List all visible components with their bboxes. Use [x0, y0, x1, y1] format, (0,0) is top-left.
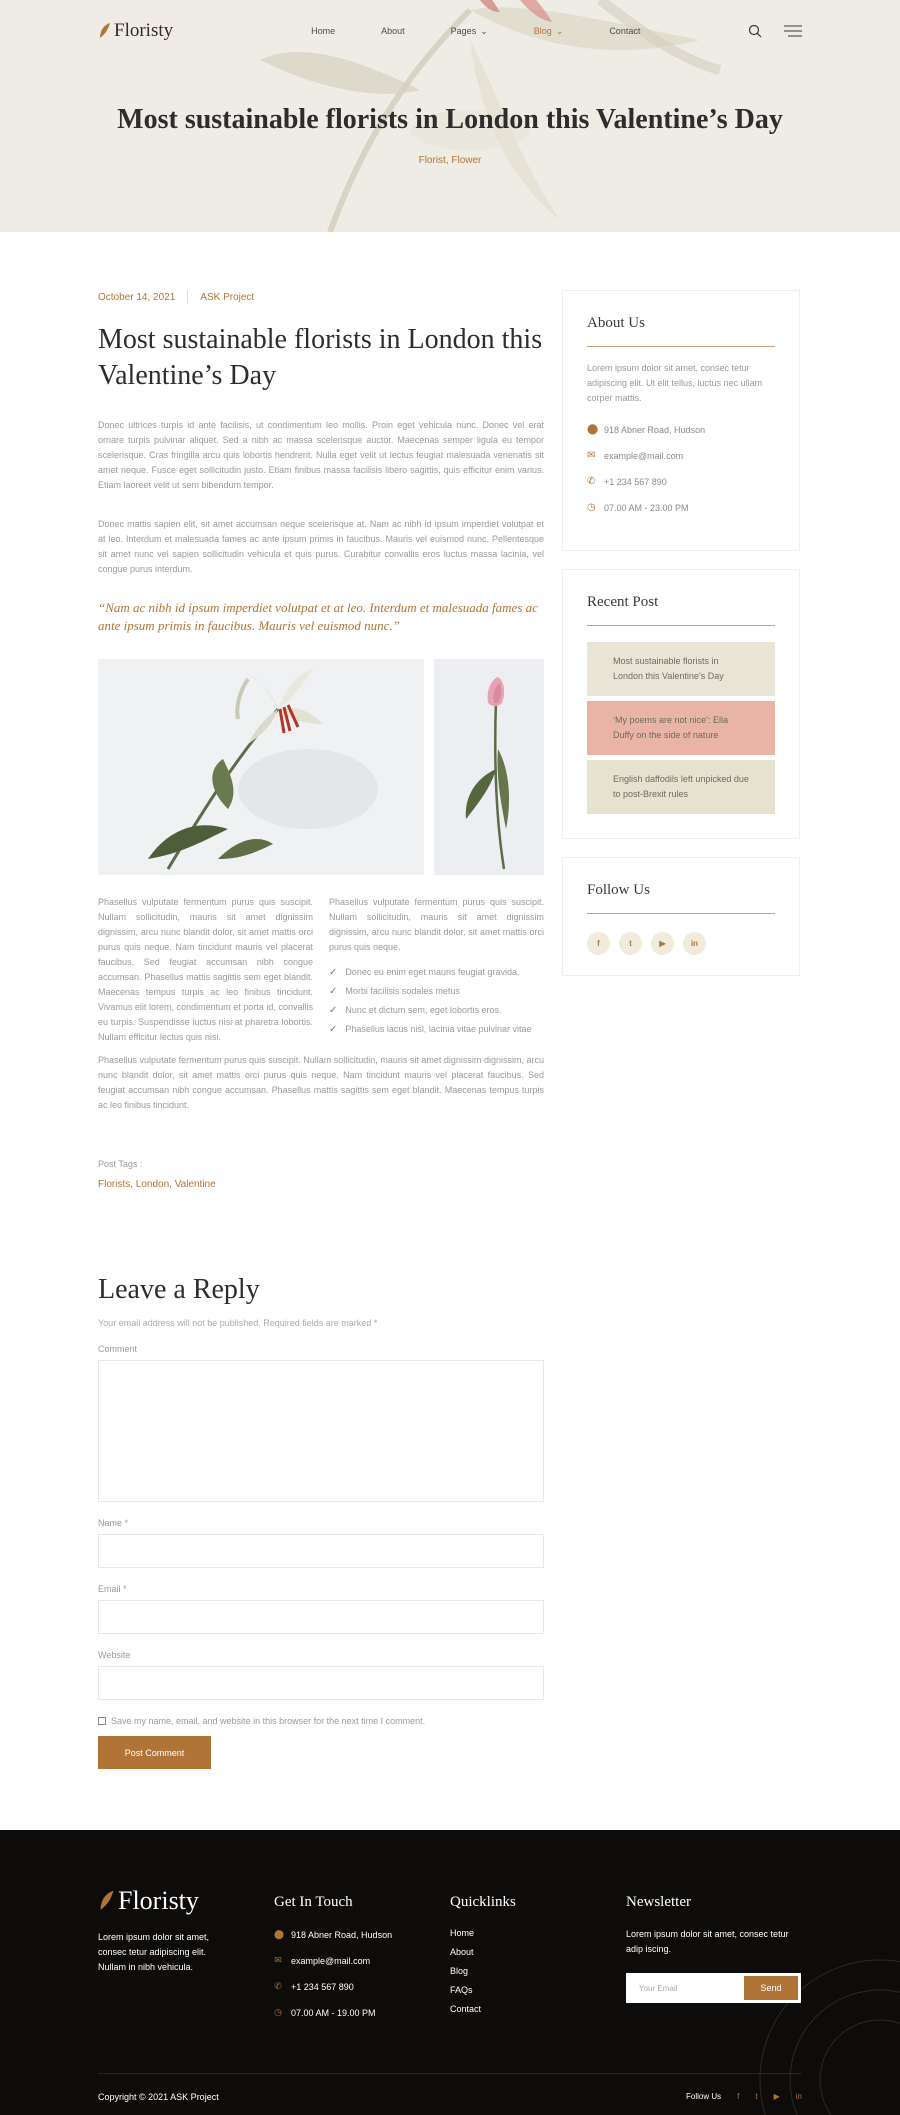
nav-item-home[interactable]	[311, 26, 335, 37]
comment-field[interactable]	[98, 1360, 544, 1502]
blog-post	[98, 290, 544, 1769]
hours-text: 07.00 AM - 23.00 PM	[604, 502, 689, 513]
post-paragraph: Donec ultrices turpis id ante facilisis, ut condimentum leo mollis. Proin eget vehicula nunc. Donec vel erat ornare turpis pulvinar aliquet. Sed a nibh ac massa scelerisque auctor. Maecenas semper ligula eu tempor scelerisque. Cras fringilla arcu quis lobortis hendrerit. Nulla eget velit ut lectus feugiat malesuada venenatis sit amet neque. Fusce eget sollicitudin justo. Etiam finibus massa facilisis libero sagittis, quis efficitur enim varius. Etiam laoreet velit ut sem bibendum tempor.	[98, 420, 544, 490]
chevron-down-icon: ⌄	[555, 25, 564, 36]
quicklinks-list	[450, 1928, 516, 2014]
footer-divider	[98, 2073, 802, 2074]
website-field[interactable]	[98, 1666, 544, 1700]
recent-post-title: Most sustainable florists in London this Valentine’s Day	[613, 656, 724, 681]
mail-icon: ✉	[587, 450, 596, 461]
nav-actions	[748, 24, 802, 38]
search-icon[interactable]	[748, 24, 762, 38]
footer-link-faqs[interactable]: FAQs	[450, 1985, 473, 1995]
main-content	[0, 232, 900, 1769]
widget-divider	[587, 346, 775, 347]
follow-title: Follow Us	[587, 882, 650, 898]
nav-item-blog[interactable]	[534, 26, 564, 37]
social-links	[587, 932, 775, 955]
column-right	[329, 895, 544, 1045]
nav-label: Home	[311, 26, 336, 36]
tulip-image	[434, 659, 544, 875]
post-meta	[98, 290, 544, 304]
footer-phone[interactable]	[274, 1981, 392, 1992]
newsletter-title: Newsletter	[626, 1894, 691, 1910]
check-icon: ✓	[329, 967, 338, 978]
list-item-text: Phasellus lacus nisl, lacinia vitae pulvinar vitae	[345, 1024, 532, 1034]
hero-subtitle[interactable]: Florist, Flower	[418, 155, 482, 166]
widget-divider	[587, 625, 775, 626]
footer-hours-text: 07.00 AM - 19.00 PM	[291, 2007, 376, 2018]
info-email[interactable]	[587, 450, 775, 461]
footer-newsletter	[626, 1886, 801, 2003]
hero-title: Most sustainable florists in London this Valentine’s Day	[117, 104, 783, 135]
comment-label: Comment	[98, 1344, 138, 1354]
save-info-row	[98, 1716, 544, 1726]
hero-banner	[0, 0, 900, 232]
footer-phone-text: +1 234 567 890	[291, 1981, 354, 1992]
logo-leaf-icon	[98, 1889, 116, 1913]
reply-note: Your email address will not be published. Required fields are marked *	[98, 1318, 378, 1328]
send-button[interactable]: Send	[744, 1976, 798, 2000]
list-item	[329, 1003, 544, 1018]
linkedin-icon[interactable]: in	[795, 2092, 802, 2101]
save-info-checkbox[interactable]	[98, 1717, 106, 1725]
footer-brand	[98, 1886, 228, 1975]
footer-link-blog[interactable]: Blog	[450, 1966, 469, 1976]
post-paragraph: Phasellus vulputate fermentum purus quis suscipit. Nullam sollicitudin, mauris sit amet dignissim dignissim, arcu nunc blandit dolor, sit amet mattis orci purus quis neque. Nam tincidunt mauris vel placerat faucibus. Sed feugiat accumsan nibh congue accumsan. Phasellus mattis sagittis sem eget blandit. Maecenas tempus turpis ac leo finibus tincidunt.	[98, 1055, 544, 1110]
mail-icon: ✉	[274, 1955, 282, 1965]
footer	[0, 1830, 900, 2115]
clock-icon: ◷	[587, 502, 596, 513]
nav-menu	[311, 26, 640, 37]
post-title: Most sustainable florists in London this Valentine’s Day	[98, 324, 543, 391]
footer-address	[274, 1929, 392, 1940]
tags-label: Post Tags :	[98, 1159, 143, 1169]
column-text: Phasellus vulputate fermentum purus quis suscipit. Nullam sollicitudin, mauris sit amet dignissim dignissim, arcu nunc blandit dolor, sit amet mattis orci purus quis neque. Nam tincidunt mauris vel placerat faucibus. Sed feugiat accumsan nibh congue accumsan. Phasellus mattis sagittis sem eget blandit. Maecenas tempus turpis ac leo finibus tincidunt. Vivamus elit lorem, condimentum et porta id, convallis eu turpis. Suspendisse luctus nisi at pharetra lobortis. Nullam efficitur lectus quis nisi.	[98, 897, 313, 1042]
list-item-text: Donec eu enim eget mauris feugiat gravida.	[345, 967, 520, 977]
nav-label: About	[381, 26, 405, 36]
facebook-icon[interactable]: f	[737, 2092, 740, 2101]
about-title: About Us	[587, 315, 645, 331]
nav-item-contact[interactable]	[609, 26, 640, 37]
check-icon: ✓	[329, 1024, 338, 1035]
recent-post-item[interactable]	[587, 642, 775, 696]
list-item	[329, 965, 544, 980]
list-item-text: Morbi facilisis sodales metus	[345, 986, 460, 996]
info-hours	[587, 502, 775, 513]
footer-link-contact[interactable]: Contact	[450, 2004, 482, 2014]
email-label: Email *	[98, 1584, 127, 1594]
list-item	[329, 1022, 544, 1037]
post-gallery	[98, 659, 544, 875]
recent-post-title: English daffodils left unpicked due to post-Brexit rules	[613, 774, 749, 799]
email-text: example@mail.com	[604, 450, 684, 461]
twitter-icon[interactable]: t	[755, 2092, 758, 2101]
column-text: Phasellus vulputate fermentum purus quis suscipit. Nullam sollicitudin, mauris sit amet dignissim dignissim, arcu nunc blandit dolor, sit amet mattis orci purus quis neque.	[329, 897, 544, 952]
reply-title: Leave a Reply	[98, 1274, 260, 1305]
phone-icon: ✆	[274, 1981, 282, 1991]
footer-email[interactable]	[274, 1955, 392, 1966]
meta-divider	[187, 290, 188, 304]
footer-logo[interactable]	[98, 1886, 228, 1916]
footer-contact-title: Get In Touch	[274, 1894, 353, 1910]
checklist	[329, 965, 544, 1037]
post-date[interactable]: October 14, 2021	[98, 291, 176, 303]
main-nav	[98, 18, 802, 44]
list-item-text: Nunc et dictum sem, eget lobortis eros.	[345, 1005, 502, 1015]
linkedin-icon[interactable]: in	[683, 932, 706, 955]
nav-item-pages[interactable]	[451, 26, 488, 37]
info-address	[587, 424, 775, 435]
footer-follow	[686, 2092, 802, 2101]
phone-text: +1 234 567 890	[604, 476, 667, 487]
footer-email-text: example@mail.com	[291, 1955, 371, 1966]
footer-hours	[274, 2007, 392, 2018]
follow-label: Follow Us	[686, 2092, 722, 2101]
check-icon: ✓	[329, 986, 338, 997]
copyright: Copyright © 2021 ASK Project	[98, 2092, 219, 2102]
youtube-icon[interactable]: ▶	[651, 932, 674, 955]
recent-title: Recent Post	[587, 594, 659, 610]
post-author[interactable]: ASK Project	[200, 291, 255, 303]
chevron-down-icon: ⌄	[480, 25, 488, 36]
recent-post-item[interactable]	[587, 760, 775, 814]
about-text: Lorem ipsum dolor sit amet, consec tetur adipiscing elit. Ut elit tellus, luctus nec ullam corper mattis.	[587, 363, 763, 403]
logo[interactable]	[98, 20, 173, 42]
newsletter-form	[626, 1973, 801, 2003]
about-widget	[562, 290, 800, 551]
list-item	[329, 984, 544, 999]
contact-info	[587, 424, 775, 513]
follow-widget	[562, 857, 800, 976]
post-paragraph: Donec mattis sapien elit, sit amet accumsan neque scelerisque at. Nam ac nibh id ipsum imperdiet volutpat et at leo. Interdum et malesuada fames ac ante ipsum primis in faucibus. Mauris vel euismod nunc. Pellentesque sit amet nunc vel sapien sollicitudin vehicula et quis purus. Curabitur convallis eros luctus massa lacinia, vel congue purus interdum.	[98, 519, 544, 574]
twitter-icon[interactable]: t	[619, 932, 642, 955]
nav-item-about[interactable]	[381, 26, 405, 37]
footer-link-about[interactable]: About	[450, 1947, 474, 1957]
footer-contact-list	[274, 1929, 392, 2018]
clock-icon: ◷	[274, 2007, 282, 2017]
footer-about: Lorem ipsum dolor sit amet, consec tetur adipiscing elit. Nullam in nibh vehicula.	[98, 1932, 210, 1972]
post-quote: “Nam ac nibh id ipsum imperdiet volutpat et at leo. Interdum et malesuada fames ac ante ipsum primis in faucibus. Mauris vel euismod nunc.”	[98, 600, 538, 633]
menu-icon[interactable]	[784, 25, 802, 37]
footer-quicklinks	[450, 1886, 516, 2023]
youtube-icon[interactable]: ▶	[773, 2092, 780, 2101]
lily-image	[98, 659, 424, 875]
newsletter-email-input[interactable]: Your Email	[639, 1984, 678, 1993]
nav-label: Pages	[450, 26, 477, 36]
save-info-label: Save my name, email, and website in this browser for the next time I comment.	[111, 1716, 426, 1726]
footer-address-text: 918 Abner Road, Hudson	[291, 1929, 393, 1940]
check-icon: ✓	[329, 1005, 338, 1016]
recent-post-list	[587, 642, 775, 814]
footer-logo-text: Floristy	[118, 1886, 199, 1915]
footer-contact	[274, 1886, 392, 2033]
sidebar	[562, 290, 800, 1769]
address-text: 918 Abner Road, Hudson	[604, 424, 706, 435]
newsletter-text: Lorem ipsum dolor sit amet, consec tetur adip iscing.	[626, 1929, 789, 1954]
recent-post-widget	[562, 569, 800, 839]
logo-text: Floristy	[114, 20, 174, 41]
name-label: Name *	[98, 1518, 129, 1528]
logo-leaf-icon	[98, 22, 112, 40]
recent-post-title: ‘My poems are not nice’: Ella Duffy on the side of nature	[613, 715, 729, 740]
map-pin-icon: ⬤	[274, 1929, 285, 1939]
phone-icon: ✆	[587, 476, 596, 487]
name-field[interactable]	[98, 1534, 544, 1568]
info-phone[interactable]	[587, 476, 775, 487]
facebook-icon[interactable]: f	[587, 932, 610, 955]
quicklinks-title: Quicklinks	[450, 1894, 516, 1910]
nav-label: Contact	[609, 26, 641, 36]
footer-link-home[interactable]: Home	[450, 1928, 475, 1938]
two-column-text	[98, 895, 544, 1045]
post-tags[interactable]: Florists, London, Valentine	[98, 1179, 216, 1190]
recent-post-item[interactable]	[587, 701, 775, 755]
email-field[interactable]	[98, 1600, 544, 1634]
widget-divider	[587, 913, 775, 914]
website-label: Website	[98, 1650, 131, 1660]
map-pin-icon: ⬤	[587, 424, 599, 435]
nav-label: Blog	[533, 26, 552, 36]
post-comment-button[interactable]: Post Comment	[98, 1736, 211, 1769]
